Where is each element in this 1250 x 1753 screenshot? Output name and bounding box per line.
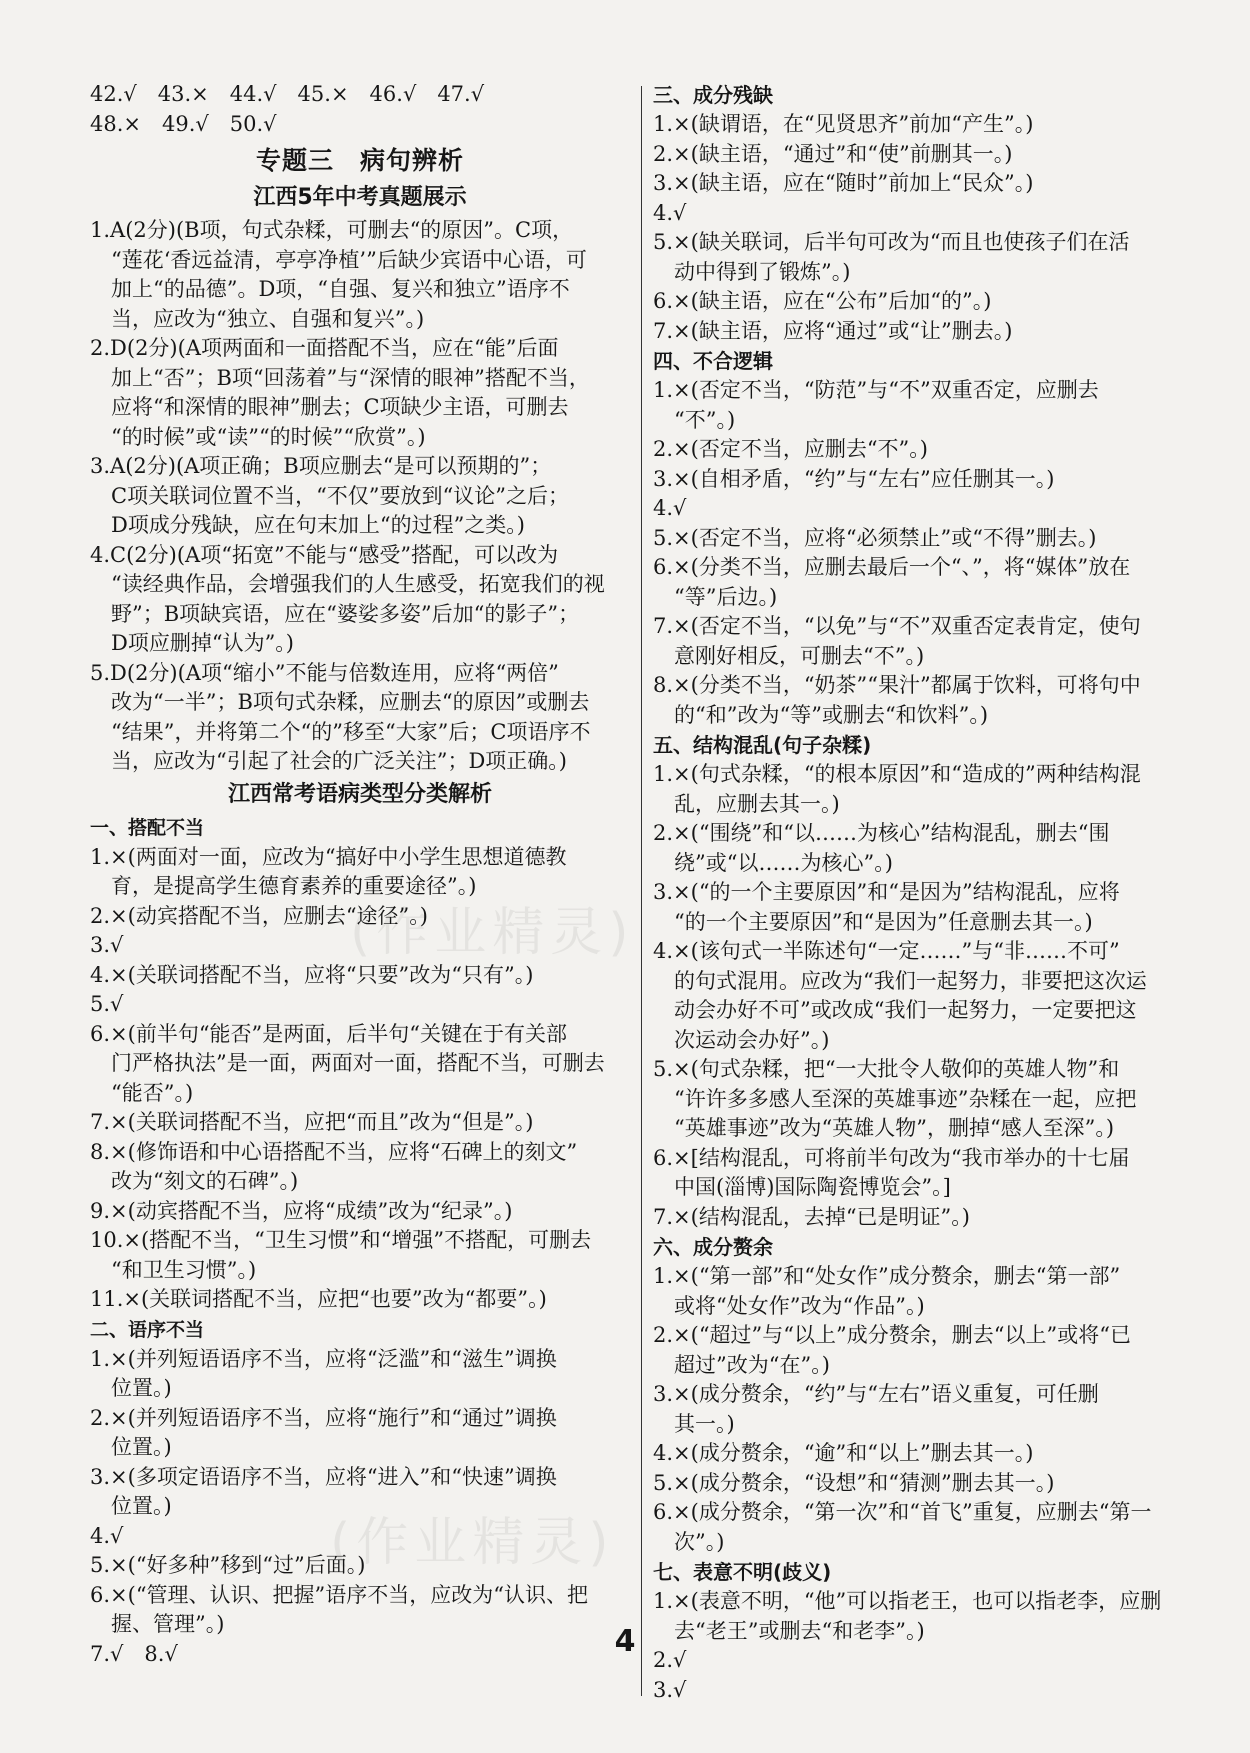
answer-line: “的一个主要原因”和“是因为”任意删去其一。): [674, 909, 1093, 934]
answer-line: 4.√: [653, 496, 687, 520]
answer-line: 位置。): [111, 1494, 172, 1518]
answer-line: 5.×(“好多种”移到“过”后面。): [90, 1553, 366, 1577]
category-answers: [653, 376, 1198, 730]
answer-line: 野”；B项缺宾语，应在“婆娑多姿”后加“的影子”；: [111, 601, 580, 626]
category-heading: 三、成分残缺: [653, 83, 773, 107]
exam-answers: [90, 216, 630, 777]
answer-line: “和卫生习惯”。): [111, 1257, 257, 1282]
answer-line: 3.×(缺主语，应在“随时”前加上“民众”。): [653, 171, 1034, 195]
answer-line: 5.D(2分)(A项“缩小”不能与倍数连用，应将“两倍”: [90, 660, 559, 685]
left-column: [90, 80, 630, 1669]
watermark: (作业精灵): [350, 903, 635, 963]
answer-line: 2.×(“围绕”和“以……为核心”结构混乱，删去“围: [653, 821, 1110, 845]
answer-line: 的句式混用。应改为“我们一起努力，非要把这次运: [674, 968, 1147, 993]
answer-line: 动中得到了锻炼”。): [674, 259, 851, 284]
category-answers: [653, 110, 1198, 346]
answer-line: 2.×(动宾搭配不当，应删去“途径”。): [90, 903, 428, 928]
answer-line: 1.×(两面对一面，应改为“搞好中小学生思想道德教: [90, 844, 567, 869]
answer-line: 当，应改为“独立、自强和复兴”。): [111, 306, 425, 331]
answer-line: “不”。): [674, 407, 736, 432]
answer-line: 7.×(否定不当，“以免”与“不”双重否定表肯定，使句: [653, 614, 1141, 638]
answer-line: 改为“刻文的石碑”。): [111, 1169, 299, 1193]
answer-line: 3.×(“的一个主要原因”和“是因为”结构混乱，应将: [653, 880, 1120, 904]
answer-line: 11.×(关联词搭配不当，应把“也要”改为“都要”。): [90, 1287, 547, 1311]
answer-line: 的“和”改为“等”或删去“和饮料”。): [674, 702, 989, 727]
answer-line: D项应删掉“认为”。): [111, 631, 295, 655]
answer-line: 位置。): [111, 1435, 172, 1459]
answer-line: 1.×(并列短语语序不当，应将“泛滥”和“滋生”调换: [90, 1346, 557, 1371]
answer-line: 加上“的品德”。D项，“自强、复兴和独立”语序不: [111, 277, 570, 301]
answer-line: 2.×(“超过”与“以上”成分赘余，删去“以上”或将“已: [653, 1323, 1131, 1347]
answer-line: 48.× 49.√ 50.√: [90, 111, 277, 136]
answer-line: 加上“否”；B项“回荡着”与“深情的眼神”搭配不当，: [111, 365, 590, 390]
answer-line: 6.×(“管理、认识、把握”语序不当，应改为“认识、把: [90, 1582, 589, 1607]
answer-line: D项成分残缺，应在句末加上“的过程”之类。): [111, 513, 525, 537]
category-answers: [653, 760, 1198, 1232]
answer-line: “能否”。): [111, 1080, 194, 1105]
answer-line: 2.×(并列短语语序不当，应将“施行”和“通过”调换: [90, 1405, 557, 1430]
answer-line: 超过”改为“在”。): [674, 1352, 830, 1377]
answer-line: 3.×(自相矛盾，“约”与“左右”应任删其一。): [653, 466, 1055, 491]
answer-line: 7.×(缺主语，应将“通过”或“让”删去。): [653, 318, 1013, 343]
answer-line: 应将“和深情的眼神”删去；C项缺少主语，可删去: [111, 395, 569, 419]
section-title-exam: 江西5年中考真题展示: [253, 185, 467, 210]
answer-line: 5.×(缺关联词，后半句可改为“而且也使孩子们在活: [653, 230, 1130, 254]
answer-line: “许许多多感人至深的英雄事迹”杂糅在一起，应把: [674, 1086, 1137, 1111]
answer-line: 绕”或“以……为核心”。): [674, 850, 893, 875]
top-answers: [90, 80, 630, 139]
answer-line: 2.×(缺主语，“通过”和“使”前删其一。): [653, 141, 1013, 166]
answer-line: 9.×(动宾搭配不当，应将“成绩”改为“纪录”。): [90, 1198, 513, 1223]
answer-line: 5.×(否定不当，应将“必须禁止”或“不得”删去。): [653, 525, 1097, 550]
answer-line: 1.×(句式杂糅，“的根本原因”和“造成的”两种结构混: [653, 762, 1141, 786]
watermark: (作业精灵): [330, 1513, 615, 1573]
answer-line: 1.A(2分)(B项，句式杂糅，可删去“的原因”。C项，: [90, 218, 574, 242]
column-divider: [641, 86, 642, 1696]
answer-line: 4.×(成分赘余，“逾”和“以上”删去其一。): [653, 1441, 1034, 1465]
answer-line: 1.×(“第一部”和“处女作”成分赘余，删去“第一部”: [653, 1264, 1121, 1288]
answer-line: 42.√ 43.× 44.√ 45.× 46.√ 47.√: [90, 82, 485, 106]
category-heading: 四、不合逻辑: [653, 349, 773, 373]
answer-line: 或将“处女作”改为“作品”。): [674, 1293, 925, 1318]
answer-line: 5.×(句式杂糅，把“一大批令人敬仰的英雄人物”和: [653, 1057, 1120, 1081]
answer-line: 1.×(缺谓语，在“见贤思齐”前加“产生”。): [653, 112, 1034, 136]
answer-line: 4.√: [653, 200, 687, 225]
answer-line: 去“老王”或删去“和老李”。): [674, 1618, 925, 1643]
answer-line: “莲花‘香远益清，亭亭净植’”后缺少宾语中心语，可: [111, 247, 587, 272]
answer-line: 2.√: [653, 1648, 687, 1672]
answer-line: 2.D(2分)(A项两面和一面搭配不当，应在“能”后面: [90, 336, 559, 360]
category-heading: 一、搭配不当: [90, 816, 205, 839]
answer-line: 4.C(2分)(A项“拓宽”不能与“感受”搭配，可以改为: [90, 542, 559, 567]
answer-line: 6.×(成分赘余，“第一次”和“首飞”重复，应删去“第一: [653, 1500, 1152, 1524]
answer-line: 6.×(前半句“能否”是两面，后半句“关键在于有关部: [90, 1021, 568, 1046]
answer-line: 1.×(表意不明，“他”可以指老王，也可以指老李，应删: [653, 1589, 1162, 1613]
answer-line: 5.×(成分赘余，“设想”和“猜测”删去其一。): [653, 1470, 1055, 1495]
answer-line: “等”后边。): [674, 584, 778, 609]
answer-line: 3.A(2分)(A项正确；B项应删去“是可以预期的”；: [90, 454, 552, 478]
answer-line: 意刚好相反，可删去“不”。): [674, 643, 925, 668]
answer-line: 8.×(分类不当，“奶茶”“果汁”都属于饮料，可将句中: [653, 673, 1141, 697]
answer-line: “的时候”或“读”“的时候”“欣赏”。): [111, 424, 426, 449]
page-number: 4: [614, 1624, 636, 1659]
answer-line: 握、管理”。): [111, 1612, 225, 1636]
right-column: [653, 80, 1198, 1705]
category-answers: [653, 1262, 1198, 1557]
category-heading: 六、成分赘余: [653, 1235, 773, 1259]
answer-line: “结果”，并将第二个“的”移至“大家”后；C项语序不: [111, 719, 591, 744]
category-heading: 七、表意不明(歧义): [653, 1560, 832, 1584]
answer-line: 6.×(缺主语，应在“公布”后加“的”。): [653, 289, 992, 313]
answer-line: 当，应改为“引起了社会的广泛关注”；D项正确。): [111, 749, 567, 773]
category-heading: 二、语序不当: [90, 1318, 205, 1341]
answer-line: “英雄事迹”改为“英雄人物”，删掉“感人至深”。): [674, 1116, 1115, 1140]
answer-line: 6.×(分类不当，应删去最后一个“、”，将“媒体”放在: [653, 555, 1131, 579]
answer-line: 育，是提高学生德育素养的重要途径”。): [111, 874, 477, 898]
answer-line: 7.×(关联词搭配不当，应把“而且”改为“但是”。): [90, 1110, 534, 1134]
answer-line: “读经典作品，会增强我们的人生感受，拓宽我们的视: [111, 572, 605, 596]
answer-line: 改为“一半”；B项句式杂糅，应删去“的原因”或删去: [111, 690, 590, 714]
answer-line: 门严格执法”是一面，两面对一面，搭配不当，可删去: [111, 1051, 605, 1075]
answer-line: 次”。): [674, 1529, 725, 1554]
answer-line: 7.√ 8.√: [90, 1641, 178, 1666]
answer-line: 6.×[结构混乱，可将前半句改为“我市举办的十七届: [653, 1145, 1130, 1170]
answer-line: 4.√: [90, 1523, 124, 1548]
answer-line: 3.√: [90, 933, 124, 957]
answer-line: C项关联词位置不当，“不仅”要放到“议论”之后；: [111, 483, 570, 508]
answer-line: 动会办好不可”或改成“我们一起努力，一定要把这: [674, 998, 1137, 1022]
answer-line: 4.×(关联词搭配不当，应将“只要”改为“只有”。): [90, 962, 534, 987]
section-title-types: 江西常考语病类型分类解析: [227, 781, 492, 807]
answer-line: 其一。): [674, 1411, 735, 1436]
answer-line: 3.√: [653, 1677, 687, 1702]
answer-line: 5.√: [90, 992, 124, 1016]
topic-title: 专题三 病句辨析: [255, 146, 464, 175]
answer-line: 3.×(多项定语语序不当，应将“进入”和“快速”调换: [90, 1464, 557, 1489]
answer-line: 8.×(修饰语和中心语搭配不当，应将“石碑上的刻文”: [90, 1139, 578, 1164]
answer-line: 次运动会办好”。): [674, 1027, 830, 1052]
category-heading: 五、结构混乱(句子杂糅): [653, 733, 872, 757]
answer-line: 乱，应删去其一。): [674, 791, 840, 816]
answer-line: 7.×(结构混乱，去掉“已是明证”。): [653, 1204, 970, 1229]
answer-line: 3.×(成分赘余，“约”与“左右”语义重复，可任删: [653, 1382, 1099, 1406]
answer-line: 1.×(否定不当，“防范”与“不”双重否定，应删去: [653, 378, 1099, 402]
answer-line: 位置。): [111, 1376, 172, 1400]
answer-line: 10.×(搭配不当，“卫生习惯”和“增强”不搭配，可删去: [90, 1228, 592, 1252]
answer-line: 中国(淄博)国际陶瓷博览会”。]: [674, 1175, 951, 1199]
answer-line: 4.×(该句式一半陈述句“一定……”与“非……不可”: [653, 939, 1120, 963]
answer-line: 2.×(否定不当，应删去“不”。): [653, 437, 928, 461]
